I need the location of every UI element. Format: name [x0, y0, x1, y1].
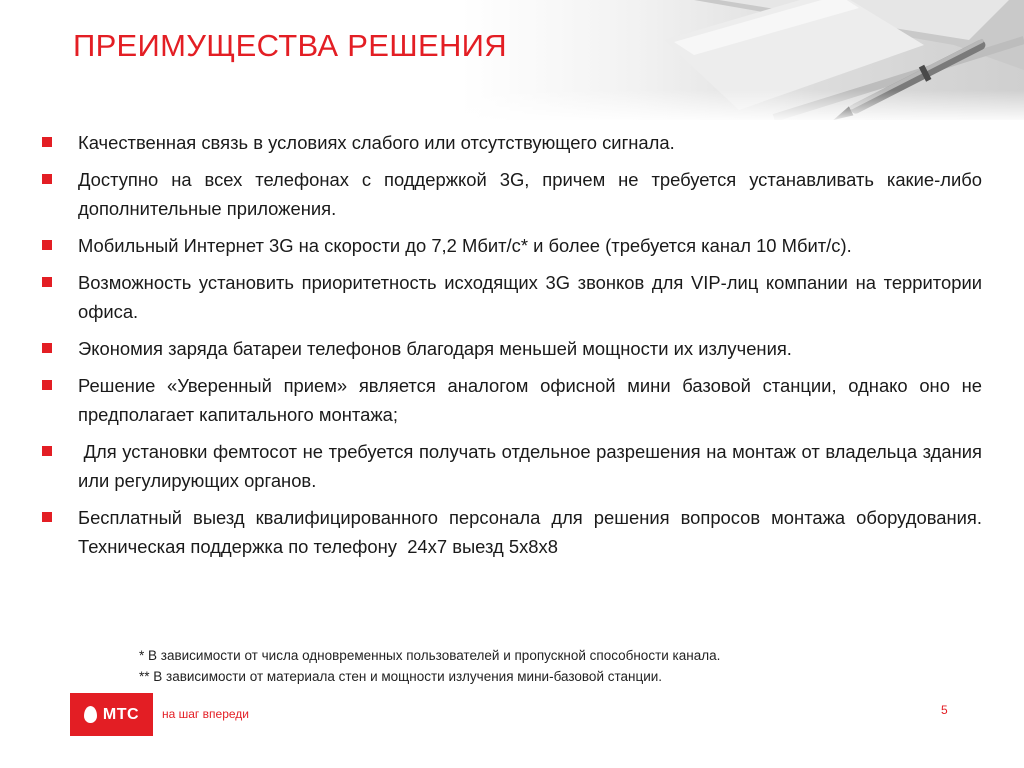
list-item: Для установки фемтосот не требуется получать отдельное разрешения на монтаж от владельца здания или регулирующих органов.	[42, 437, 982, 495]
list-item: Экономия заряда батареи телефонов благодаря меньшей мощности их излучения.	[42, 334, 982, 363]
mts-egg-logo-icon	[84, 706, 97, 723]
red-square-bullet-icon	[42, 240, 52, 250]
footnote: ** В зависимости от материала стен и мощности излучения мини-базовой станции.	[139, 669, 663, 684]
red-square-bullet-icon	[42, 343, 52, 353]
page-number: 5	[941, 703, 948, 717]
red-square-bullet-icon	[42, 277, 52, 287]
red-square-bullet-icon	[42, 380, 52, 390]
list-item: Возможность установить приоритетность исходящих 3G звонков для VIP-лиц компании на территории офиса.	[42, 268, 982, 326]
list-item: Бесплатный выезд квалифицированного персонала для решения вопросов монтажа оборудования. Техническая поддержка по телефону 24х7 выезд 5х8х8	[42, 503, 982, 561]
list-item: Качественная связь в условиях слабого или отсутствующего сигнала.	[42, 128, 982, 157]
red-square-bullet-icon	[42, 512, 52, 522]
slogan: на шаг впереди	[162, 707, 249, 721]
mts-logo	[70, 693, 153, 736]
red-square-bullet-icon	[42, 174, 52, 184]
red-square-bullet-icon	[42, 446, 52, 456]
logo-text: МТС	[102, 705, 140, 723]
footnote: * В зависимости от числа одновременных пользователей и пропускной способности канала.	[139, 648, 721, 663]
list-item: Доступно на всех телефонах с поддержкой 3G, причем не требуется устанавливать какие-либо дополнительные приложения.	[42, 165, 982, 223]
list-item: Мобильный Интернет 3G на скорости до 7,2 Мбит/с* и более (требуется канал 10 Мбит/с).	[42, 231, 982, 260]
footnotes	[139, 645, 720, 687]
red-square-bullet-icon	[42, 137, 52, 147]
slide-title: ПРЕИМУЩЕСТВА РЕШЕНИЯ	[73, 28, 507, 63]
benefits-list	[42, 128, 988, 569]
list-item: Решение «Уверенный прием» является аналогом офисной мини базовой станции, однако оно не предполагает капитального монтажа;	[42, 371, 982, 429]
